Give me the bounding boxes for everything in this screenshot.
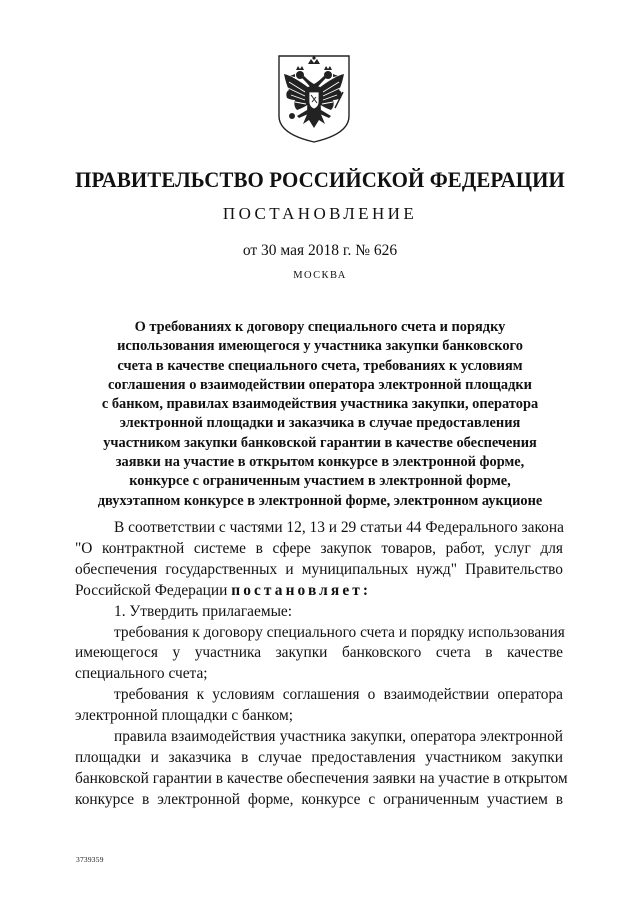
body-line: требования к договору специального счета и порядку использования bbox=[114, 623, 565, 641]
body-line: правила взаимодействия участника закупки, оператора электронной bbox=[114, 728, 563, 746]
document-body bbox=[75, 518, 568, 811]
footer-code: 3739359 bbox=[76, 855, 104, 864]
subject-line: конкурсе с ограниченным участием в электронной форме, bbox=[129, 473, 511, 490]
body-line: В соответствии с частями 12, 13 и 29 статьи 44 Федерального закона bbox=[114, 519, 564, 536]
subject-line: с банком, правилах взаимодействия участника закупки, оператора bbox=[101, 396, 539, 413]
subject-line: счета в качестве специального счета, требованиях к условиям bbox=[117, 357, 523, 374]
body-line: электронной площадки с банком; bbox=[75, 707, 294, 725]
subject-line: двухэтапном конкурсе в электронной форме, электронном аукционе bbox=[97, 492, 543, 509]
subject-line: использования имеющегося у участника закупки банковского bbox=[117, 338, 523, 355]
body-line: площадки и заказчика в случае предоставления участником закупки bbox=[75, 748, 563, 766]
body-line: банковской гарантии в качестве обеспечения заявки на участие в открытом bbox=[75, 769, 568, 787]
document-type: ПОСТАНОВЛЕНИЕ bbox=[222, 204, 418, 223]
body-line: 1. Утвердить прилагаемые: bbox=[114, 602, 293, 620]
government-title: ПРАВИТЕЛЬСТВО РОССИЙСКОЙ ФЕДЕРАЦИИ bbox=[75, 167, 565, 192]
body-line: обеспечения государственных и муниципальных нужд" Правительство bbox=[75, 560, 563, 578]
body-line: специального счета; bbox=[75, 665, 208, 683]
body-line: имеющегося у участника закупки банковского счета в качестве bbox=[75, 644, 563, 662]
body-line: "О контрактной системе в сфере закупок товаров, работ, услуг для bbox=[75, 539, 563, 557]
body-line: требования к условиям соглашения о взаимодействии оператора bbox=[114, 686, 563, 704]
body-text: Российской Федерации bbox=[75, 581, 232, 599]
subject-line: участником закупки банковской гарантии в качестве обеспечения bbox=[103, 434, 537, 451]
document-date-number: от 30 мая 2018 г. № 626 bbox=[242, 242, 398, 259]
resolves-word: постановляет: bbox=[231, 581, 372, 599]
subject-line: электронной площадки и заказчика в случае предоставления bbox=[119, 415, 521, 432]
subject-line: О требованиях к договору специального счета и порядку bbox=[134, 319, 506, 335]
subject-line: соглашения о взаимодействии оператора электронной площадки bbox=[108, 376, 532, 393]
body-line bbox=[75, 581, 563, 602]
subject-line: заявки на участие в открытом конкурсе в электронной форме, bbox=[115, 454, 525, 471]
body-line: конкурсе в электронной форме, конкурсе с ограниченным участием в bbox=[75, 790, 563, 808]
coat-of-arms-icon bbox=[275, 54, 353, 144]
document-subject bbox=[60, 318, 580, 511]
document-city: МОСКВА bbox=[293, 270, 347, 281]
